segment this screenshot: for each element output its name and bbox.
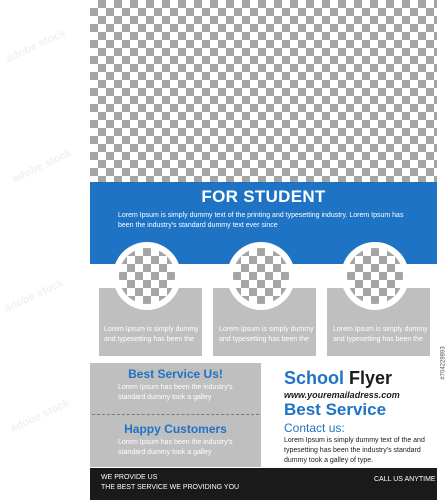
service-heading: Best Service <box>284 400 387 419</box>
circle-photo-placeholder <box>233 248 289 304</box>
panel-heading: Best Service Us! <box>128 367 223 381</box>
email-address: www.youremailadress.com <box>284 390 400 400</box>
card-text: Lorem Ipsum is simply dummy and typesetting has been the <box>104 326 199 343</box>
banner-title: FOR STUDENT <box>201 187 326 206</box>
panel-divider <box>92 414 259 415</box>
flyer-title-part1: School <box>284 368 345 388</box>
footer-line: THE BEST SERVICE WE PROVIDING YOU <box>101 484 240 491</box>
photo-placeholder <box>90 0 437 182</box>
circle-photo-frame <box>341 242 409 310</box>
banner-text: Lorem Ipsum is simply dummy text of the printing and typesetting industry. Lorem Ipsum has been the industry's standard dummy text ever since <box>118 212 404 229</box>
watermark-text: adobe stock <box>10 146 74 186</box>
card-text: Lorem Ipsum is simply dummy and typesetting has been the <box>219 326 314 343</box>
watermark-text: adobe stock <box>8 396 72 436</box>
flyer-title <box>284 368 392 389</box>
contact-heading: Contact us: <box>284 421 345 435</box>
stock-id-strip <box>437 0 447 500</box>
flyer-title-part2: Flyer <box>349 368 393 388</box>
panel-heading: Happy Customers <box>124 422 227 436</box>
stock-watermark-strip <box>0 0 90 500</box>
circle-photo-frame <box>227 242 295 310</box>
watermark-text: adobe stock <box>4 26 68 66</box>
panel-text: Lorem Ipsum has been the industry's standard dummy took a galley <box>118 439 233 456</box>
watermark-text: adobe stock <box>2 276 66 316</box>
panel-text: Lorem Ipsum has been the industry's standard dummy took a galley <box>118 384 233 401</box>
stock-image-id: #704229893 <box>440 346 447 380</box>
card-text: Lorem Ipsum is simply dummy and typesetting has been the <box>333 326 428 343</box>
contact-text: Lorem Ipsum is simply dummy text of the and typesetting has been the industry's standard dummy took a galley of type. <box>284 437 425 464</box>
footer-call: CALL US ANYTIME <box>374 476 436 483</box>
circle-photo-placeholder <box>347 248 403 304</box>
footer-line: WE PROVIDE US <box>101 474 158 481</box>
circle-photo-placeholder <box>119 248 175 304</box>
circle-photo-frame <box>113 242 181 310</box>
